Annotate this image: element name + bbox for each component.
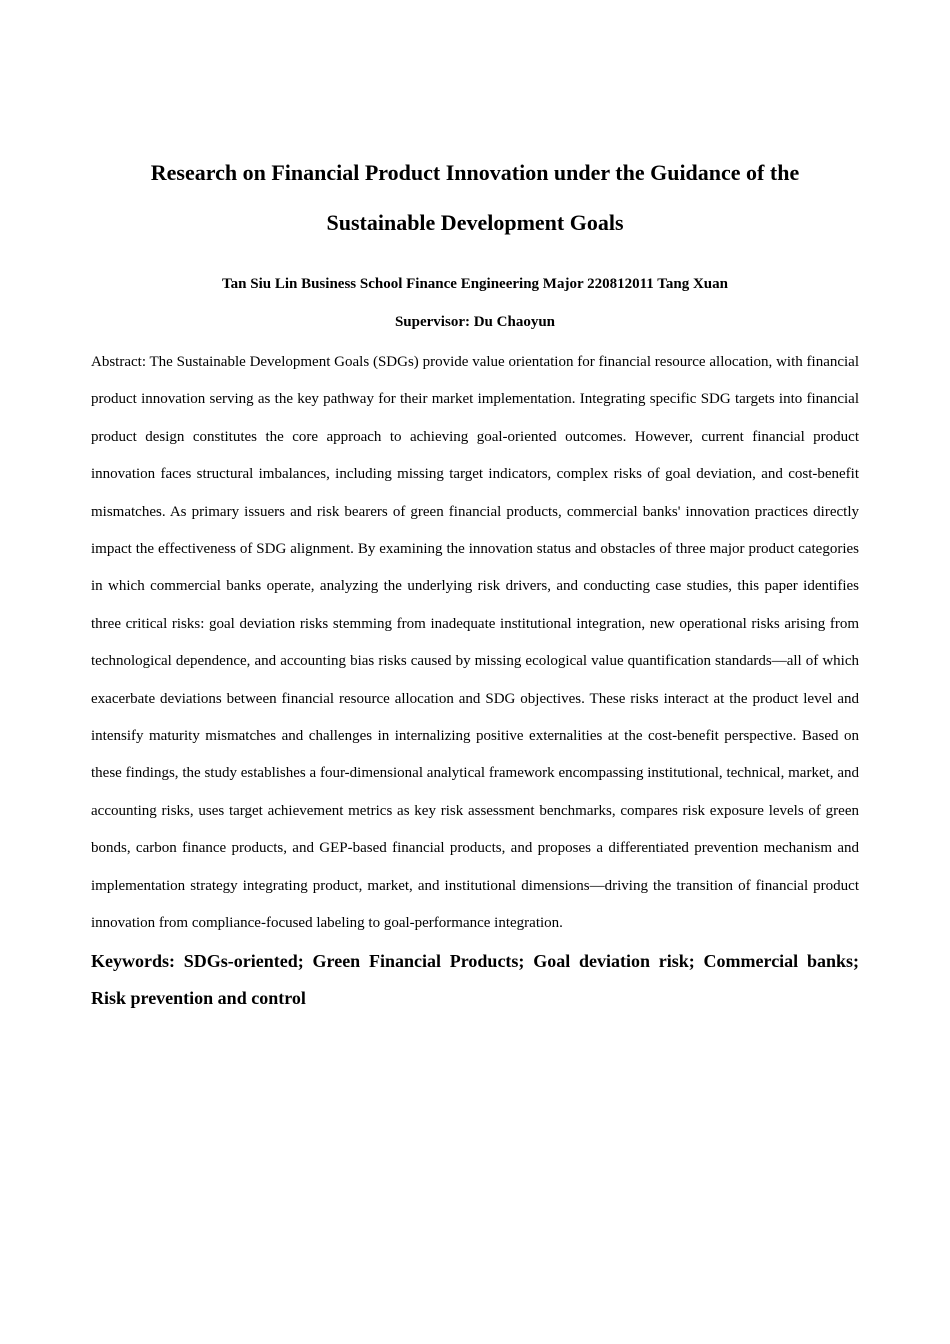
paper-page — [91, 148, 859, 1017]
author-line: Tan Siu Lin Business School Finance Engineering Major 220812011 Tang Xuan — [222, 276, 728, 292]
paper-title-line-2: Sustainable Development Goals — [326, 210, 624, 235]
abstract-paragraph: Abstract: The Sustainable Development Goals (SDGs) provide value orientation for financial resource allocation, with financial product innovation serving as the key pathway for their market implementation. Integrating specific SDG targets into financial product design constitutes the core approach to achieving goal-oriented outcomes. However, current financial product innovation faces structural imbalances, including missing target indicators, complex risks of goal deviation, and cost-benefit mismatches. As primary issuers and risk bearers of green financial products, commercial banks' innovation practices directly impact the effectiveness of SDG alignment. By examining the innovation status and obstacles of three major product categories in which commercial banks operate, analyzing the underlying risk drivers, and conducting case studies, this paper identifies three critical risks: goal deviation risks stemming from inadequate institutional integration, new operational risks arising from technological dependence, and accounting bias risks caused by missing ecological value quantification standards—all of which exacerbate deviations between financial resource allocation and SDG objectives. These risks interact at the product level and intensify maturity mismatches and challenges in internalizing positive externalities at the cost-benefit perspective. Based on these findings, the study establishes a four-dimensional analytical framework encompassing institutional, technical, market, and accounting risks, uses target achievement metrics as key risk assessment benchmarks, compares risk exposure levels of green bonds, carbon finance products, and GEP-based financial products, and proposes a differentiated prevention mechanism and implementation strategy integrating product, market, and institutional dimensions—driving the transition of financial product innovation from compliance-focused labeling to goal-performance integration. — [91, 354, 859, 932]
supervisor-line: Supervisor: Du Chaoyun — [394, 314, 556, 330]
keywords-paragraph: Keywords: SDGs-oriented; Green Financial Products; Goal deviation risk; Commercial banks; Risk prevention and control — [91, 950, 859, 1008]
paper-title-line-1: Research on Financial Product Innovation under the Guidance of the — [150, 160, 800, 185]
paper-title — [91, 148, 859, 248]
